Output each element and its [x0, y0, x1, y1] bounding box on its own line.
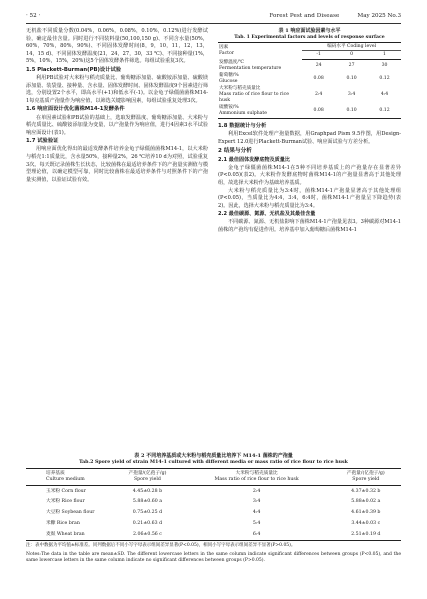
table2 — [26, 468, 401, 542]
factor-cn: 葡萄糖/% — [219, 73, 239, 79]
table-row — [26, 486, 401, 497]
paragraph: 金龟子绿僵菌菌株M14-1在5种不同培养基质上的产孢量存在显著差异(P<0.05)(表2)。大米粉作发酵底物时菌株M14-1的产孢量显著高于其他处理组，故选择大米粉作为基础培养基质。 — [218, 164, 401, 186]
header-rule — [26, 23, 401, 24]
column-header — [331, 468, 401, 486]
section-heading-1-5: 1.5 Plackett-Burman(PB)设计试验 — [26, 66, 122, 73]
table-cell: 4:4 — [252, 510, 261, 516]
paragraph: 不同碳源、氮源、无机盐影响下菌株M14-1产孢量见表3。3种碳源对M14-1菌株的产孢均有促进作用。培养基中加入葡萄糖后菌株M14-1 — [218, 219, 401, 234]
left-column — [26, 28, 208, 184]
table1-code-header: 编码水平 Coding level — [302, 43, 401, 51]
level-cell: 0.10 — [335, 105, 368, 119]
table1-factor-header — [218, 43, 302, 60]
table2-note-cn: 注：表中数据为平均值±标准差。同列数据后不同小写字母表示组间差异显著(P<0.05)，相同小写字母表示组间差异不显著(P>0.05)。 — [26, 543, 296, 549]
table-cell: 0.75±0.25 d — [132, 510, 163, 516]
column-header — [112, 468, 182, 486]
factor-cn: 发酵温度/℃ — [219, 60, 245, 66]
header-en: Spore yield — [133, 476, 161, 482]
table-row — [26, 508, 401, 519]
table-cell: 麦麸 Wheat bran — [26, 529, 112, 540]
table1-caption-en: Tab. 1 Experimental factors and levels of response surface — [234, 35, 385, 40]
level-cell: 0.12 — [368, 105, 401, 119]
header-cn: 产孢量/(亿孢子/g) — [346, 470, 385, 476]
paragraph: 利用Excel软件处理产孢量数据，用Graphpad Pism 9.5作图，用Design-Expert 12.0进行Plackett-Burman试验、响应面试验与方差分析。 — [218, 130, 401, 145]
section-heading-2-2: 2.2 最佳碳源、氮源、无机盐及其最佳含量 — [218, 211, 316, 218]
level-cell: 27 — [348, 63, 355, 69]
level-header: -1 — [302, 51, 335, 59]
table-cell: 5.88±0.02 a — [351, 499, 381, 505]
level-cell: 0.08 — [302, 105, 335, 119]
page-header — [26, 10, 401, 22]
factor-cn: 硫酸铵/% — [219, 105, 239, 111]
table-cell: 5.88±0.60 a — [132, 499, 162, 505]
factor-cell — [218, 59, 302, 72]
header-cn: 产孢量/(亿孢子/g) — [128, 470, 167, 476]
table-cell: 大米粉 Rice flour — [46, 499, 85, 505]
table2-caption: 表 2 不同培养基质或大米粉与稻壳质量比培养下 M14-1 菌株的产孢量 — [134, 453, 293, 459]
factor-cell — [218, 86, 302, 105]
table-row — [26, 529, 401, 540]
header-cn: 因素 — [219, 45, 229, 51]
table-row — [218, 105, 401, 119]
page-number: · 52 · — [26, 13, 41, 19]
table-cell: 4.37±0.32 b — [351, 488, 381, 494]
table-row — [218, 72, 401, 85]
table-row — [218, 59, 401, 72]
right-column — [218, 28, 401, 235]
factor-cell — [218, 105, 302, 119]
level-cell: 0.08 — [313, 76, 324, 82]
level-cell: 4:4 — [380, 92, 389, 98]
table-cell: 3:4 — [252, 499, 261, 505]
paragraph: 大米粉与稻壳质量比为3:4时，菌株M14-1产孢量显著高于其他处理组(P<0.05)，当质量比为4:4，3:4，6:4时，菌株M14-1产孢量呈下降趋势(表2)。因此，选择大米粉与稻壳质量比为3:4。 — [218, 187, 401, 209]
header-en: Factor — [219, 51, 234, 57]
table-cell: 6:4 — [183, 529, 331, 540]
header-en: Culture medium — [46, 476, 85, 482]
level-cell: 0.12 — [379, 76, 390, 82]
column-header — [26, 468, 112, 486]
paragraph: 用响应面优化得出的最适发酵条件培养金龟子绿僵菌菌株M14-1，以大米粉与稻壳1:1质量比，含水量50%，接种量2%，26 ℃培养10 d为对照，试验重复3次。每天既记录菌株生长状态，比较菌株在最适培养条件下的产孢量实测值与模型理论值，以确定模型可靠，同时比较菌株在最适培养条件与对照条件下的产孢量实测值，以验证试验有效。 — [26, 146, 208, 183]
paragraph: 在单因素试验和PB试验的基础上，选取发酵温度、葡萄糖添加量、大米粉与稻壳质量比、硫酸铵添加量为变量，以产孢量作为响应值，进行4因素3水平试验响应面设计(表1)。 — [26, 114, 208, 136]
factor-en: Ammonium sulphate — [219, 111, 267, 117]
table-cell: 2:4 — [252, 488, 261, 494]
table2-caption-en: Tab.2 Spore yield of strain M14-1 cultured with different media or mass ratio of rice flour to rice husk — [79, 460, 348, 465]
table-cell: 米糠 Rice bran — [46, 521, 80, 527]
table-cell: 2.51±0.19 d — [331, 529, 401, 540]
table2-block — [26, 453, 401, 565]
level-cell: 0.10 — [346, 76, 357, 82]
level-header: 1 — [368, 51, 401, 59]
level-cell: 24 — [315, 63, 322, 69]
section-heading-1-6: 1.6 响应面设计优化菌株M14-1发酵条件 — [26, 106, 125, 113]
factor-en: Mass ratio of rice flour to rice husk — [219, 92, 289, 104]
section-heading-1-8: 1.8 数据统计与分析 — [218, 122, 267, 129]
level-cell: 3:4 — [347, 92, 356, 98]
level-cell: 30 — [381, 63, 388, 69]
table2-note-en: Notes:The data in the table are mean±SD. The different lowercase letters in the same column indicate significant differences between groups (P<0.05), and the same lowercase letters in the same column indicate no significant differences between groups (P>0.05). — [26, 551, 401, 564]
table-row — [218, 86, 401, 105]
factor-en: Glucose — [219, 79, 238, 85]
section-heading-2: 2 结果与分析 — [218, 148, 252, 155]
section-heading-2-1: 2.1 最佳固体发酵底物及质量比 — [218, 156, 290, 163]
header-en: Spore yield — [352, 476, 380, 482]
table-row — [26, 497, 401, 508]
header-en: Mass ratio of rice flour to rice husk — [214, 476, 299, 482]
table-cell: 3.44±0.03 c — [351, 521, 381, 527]
factor-cell — [218, 72, 302, 85]
table1 — [218, 42, 401, 119]
table-row — [26, 519, 401, 530]
paragraph: 利用PB试验对大米粉与稻壳质量比、葡萄糖添加量、硫酸铵添加量、硫酸镁添加量、装袋量、接种量、含水量、固体发酵时间、固体发酵温度9个因素进行筛选，分别设置2个水平，即高水平(+1)和低水平(-1)。以金龟子绿僵菌菌株M14-1每克基质产孢量作为响应值，以筛选关键影响因素，每组试验重复处理3次。 — [26, 75, 208, 104]
table-cell: 5:4 — [252, 521, 261, 527]
table-cell: 2.06±0.56 c — [112, 529, 182, 540]
journal-title: Forest Pest and Disease — [269, 13, 340, 19]
column-header — [183, 468, 331, 486]
header-cn: 培养基质 — [46, 470, 65, 476]
level-header: 0 — [335, 51, 368, 59]
table-cell: 玉米粉 Corn flour — [46, 488, 86, 494]
section-heading-1-7: 1.7 试验验证 — [26, 138, 59, 145]
paragraph: 无机盐不同质量分数(0.04%，0.06%，0.08%，0.10%，0.12%)进行发酵试验，确定最佳含量。同时进行不同装料量(50,100,150 g)、不同含水量(50%，60%，70%，80%，90%)、不同固体发酵时间(8，9，10，11，12，13，14，15 d)、不同固体发酵温度(21，24，27，30，33 ℃)、不同接种量(1%，5%，10%，15%，20%)这5个固体发酵条件筛选。每组试验重复3次。 — [26, 28, 208, 65]
factor-cn: 大米粉与稻壳质量比 — [219, 86, 261, 92]
factor-en: Fermentation temperature — [219, 65, 282, 71]
header-cn: 大米粉与稻壳质量比 — [235, 470, 278, 476]
table1-caption: 表 1 响应面试验因素与水平 — [278, 28, 341, 34]
journal-issue: May 2025 No.3 — [357, 13, 401, 19]
table-cell: 4.45±0.28 b — [132, 488, 163, 494]
level-cell: 2:4 — [314, 92, 323, 98]
table-cell: 4.61±0.39 b — [351, 510, 381, 516]
table-cell: 大豆粉 Soybean flour — [46, 510, 95, 516]
table-cell: 0.21±0.63 d — [132, 521, 163, 527]
